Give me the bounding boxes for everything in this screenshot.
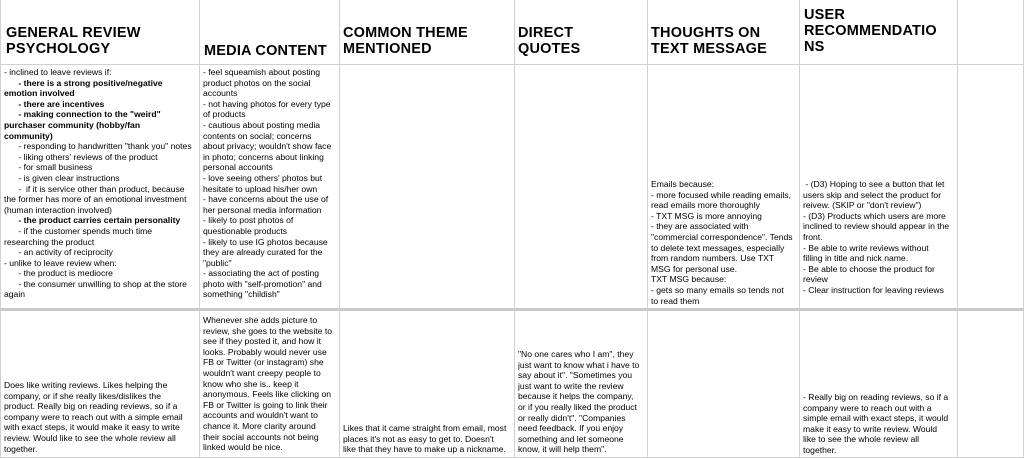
cell-media-row2[interactable] [203, 315, 338, 453]
cell-line: FB or Twitter (or instagram) she [203, 357, 324, 368]
cell-line: - is given clear instructions [4, 172, 120, 183]
cell-line: to read them [651, 295, 700, 306]
cell-line: "No one cares who I am", they [518, 349, 634, 359]
cell-line: - Be able to write reviews without [803, 242, 929, 253]
cell-line: their social accounts not being [203, 431, 319, 442]
cell-line: users skip and select the product for [803, 189, 942, 200]
cell-line: researching the product [4, 236, 95, 247]
grid-line [199, 0, 200, 458]
cell-line: - liking others' reviews of the product [4, 151, 158, 162]
cell-line: together. [4, 443, 38, 454]
cell-line: - for small business [4, 162, 93, 173]
grid-line [0, 64, 1024, 65]
cell-line: just want to write the review [518, 380, 624, 391]
cell-line: say about it". "Sometimes you [518, 370, 633, 381]
cell-line: simple email with exact steps, it would [803, 413, 949, 424]
cell-general-row1[interactable] [4, 67, 199, 300]
cell-line: - cautious about posting media [203, 119, 321, 130]
cell-line: - feel squeamish about posting [203, 67, 321, 77]
row-divider [0, 308, 1024, 311]
cell-line: Likes that it came straight from email, most [343, 423, 507, 433]
cell-line: - unlike to leave review when: [4, 257, 117, 268]
cell-line: make it easy to write review. Would [803, 423, 938, 434]
cell-line: together. [803, 444, 837, 455]
cell-line: - they are associated with [651, 221, 749, 232]
cell-line: Does like writing reviews. Likes helping the [4, 380, 168, 390]
cell-line: see if they posted it, and how it [203, 336, 321, 347]
cell-line: linked would be nice. [203, 442, 283, 453]
cell-line: like that they have to make up a nickname. [343, 444, 506, 455]
cell-line: chance it. More clarity around [203, 420, 316, 431]
cell-line: inclined to review should appear in the [803, 221, 950, 232]
cell-line: accounts and wouldn't want to [203, 410, 318, 421]
header-general-review-psychology[interactable]: GENERAL REVIEW PSYCHOLOGY [6, 25, 145, 57]
cell-line: know, it will help them". [518, 444, 607, 455]
cell-line: - if it is service other than product, because [4, 183, 185, 194]
cell-line: - TXT MSG is more annoying [651, 210, 762, 221]
cell-line: or really didn't". "Companies [518, 412, 626, 423]
header-common-theme-mentioned[interactable]: COMMON THEME MENTIONED [343, 25, 473, 57]
cell-line: of products [203, 109, 246, 120]
cell-line: personal accounts [203, 162, 273, 173]
cell-line: company were to reach out with a simple email [4, 411, 183, 422]
cell-line: emotion involved [4, 88, 75, 99]
cell-line: or if you really liked the product [518, 401, 637, 412]
grid-line [799, 0, 800, 458]
cell-media-row1[interactable] [203, 67, 338, 300]
cell-line: something and let someone [518, 433, 624, 444]
cell-line: in photo; concerns about linking [203, 151, 324, 162]
grid-line [339, 0, 340, 458]
cell-line: product photos on the social [203, 77, 311, 88]
cell-line: - gets so many emails so tends not [651, 284, 784, 295]
cell-line: accounts [203, 88, 238, 99]
cell-line: TXT MSG because: [651, 274, 727, 285]
cell-line: to delete text messages, especially [651, 242, 785, 253]
cell-line: - (D3) Products which users are more [803, 210, 946, 221]
cell-line: need feedback. If you enjoy [518, 423, 624, 434]
cell-line: - the consumer unwilling to shop at the store [4, 278, 187, 289]
cell-line: "commercial correspondence". Tends [651, 231, 793, 242]
cell-line: "public" [203, 257, 232, 268]
cell-line: - Be able to choose the product for [803, 263, 935, 274]
cell-line: like to see the whole review all [803, 434, 920, 445]
cell-line: - likely to use IG photos because [203, 236, 328, 247]
cell-line: her personal media information [203, 204, 322, 215]
cell-line: filling in title and nick name. [803, 253, 909, 264]
header-direct-quotes[interactable]: DIRECT QUOTES [518, 25, 581, 57]
cell-line: because it helps the company, [518, 391, 634, 402]
cell-line: questionable products [203, 225, 288, 236]
cell-line: hesitate to upload his/her own [203, 183, 318, 194]
cell-line: community) [4, 130, 53, 141]
cell-line: know who she is.. keep it [203, 378, 299, 389]
cell-line: about privacy; wouldn't show face [203, 141, 332, 152]
cell-line: product. Really big on reading reviews, so if a [4, 401, 178, 412]
cell-line: with exact steps, it would make it easy to write [4, 422, 180, 433]
cell-line: Emails because: [651, 179, 715, 189]
cell-line: - there are incentives [4, 98, 105, 109]
cell-line: contents on social; concerns [203, 130, 312, 141]
header-thoughts-on-text-message[interactable]: THOUGHTS ON TEXT MESSAGE [651, 25, 767, 57]
cell-line: company, or if she really likes/dislikes the [4, 390, 161, 401]
cell-line: FB or Twitter is going to link their [203, 399, 328, 410]
cell-line: looks. Probably would never use [203, 346, 327, 357]
grid-line [957, 0, 958, 458]
cell-line: photo with "self-promotion" and [203, 278, 322, 289]
cell-line: - if the customer spends much time [4, 225, 153, 236]
cell-line: - have concerns about the use of [203, 194, 329, 205]
cell-recommendations-row2[interactable] [803, 392, 956, 456]
cell-line: - an activity of reciprocity [4, 247, 113, 258]
header-user-recommendations[interactable]: USER RECOMMENDATIO NS [804, 7, 942, 55]
cell-line: places it's not as easy to get to. Doesn't [343, 433, 494, 444]
cell-line: review [803, 274, 828, 285]
cell-line: - not having photos for every type [203, 98, 331, 109]
cell-line: - there is a strong positive/negative [4, 77, 163, 88]
cell-line: - more focused while reading emails, [651, 189, 791, 200]
cell-line: wouldn't want creepy people to [203, 367, 321, 378]
cell-line: - (D3) Hoping to see a button that let [803, 179, 945, 189]
grid-line [514, 0, 515, 458]
cell-line: - likely to post photos of [203, 215, 294, 226]
cell-line: - making connection to the "weird" [4, 109, 161, 120]
cell-line: - Clear instruction for leaving reviews [803, 284, 944, 295]
cell-line: company were to reach out with a [803, 402, 932, 413]
cell-common-theme-row2[interactable] [343, 423, 513, 455]
cell-line: they are already curated for the [203, 247, 323, 258]
cell-line: - responding to handwritten "thank you" notes [4, 141, 192, 152]
cell-line: anonymous. Feels like clicking on [203, 389, 332, 400]
cell-line: Whenever she adds picture to [203, 315, 318, 325]
cell-recommendations-row1[interactable] [803, 179, 956, 296]
cell-line: something "childish" [203, 289, 280, 300]
cell-general-row2[interactable] [4, 380, 199, 454]
cell-line: MSG for personal use. [651, 263, 737, 274]
cell-line: - associating the act of posting [203, 268, 320, 279]
cell-line: - Really big on reading reviews, so if a [803, 392, 949, 402]
cell-line: - inclined to leave reviews if: [4, 67, 112, 77]
grid-line [0, 0, 1, 458]
cell-line: read emails more thoroughly [651, 200, 760, 211]
grid-line [647, 0, 648, 458]
cell-line: just want to know what i have to [518, 359, 640, 370]
cell-line: - the product carries certain personality [4, 215, 181, 226]
cell-line: reivew. (SKIP or "don't review") [803, 200, 922, 211]
cell-line: the former has more of an emotional investment [4, 194, 187, 205]
cell-line: again [4, 289, 26, 300]
cell-line: review. Would like to see the whole review all [4, 432, 176, 443]
cell-line: front. [803, 231, 823, 242]
cell-text-message-row1[interactable] [651, 179, 798, 306]
cell-line: review, she goes to the website to [203, 325, 332, 336]
cell-quotes-row2[interactable] [518, 349, 646, 455]
cell-line: - the product is mediocre [4, 268, 113, 279]
cell-line: - love seeing others' photos but [203, 172, 323, 183]
cell-line: from random numbers. Use TXT [651, 253, 775, 264]
cell-line: (human interaction involved) [4, 204, 112, 215]
cell-line: purchaser community (hobby/fan [4, 119, 141, 130]
header-media-content[interactable]: MEDIA CONTENT [204, 43, 327, 59]
